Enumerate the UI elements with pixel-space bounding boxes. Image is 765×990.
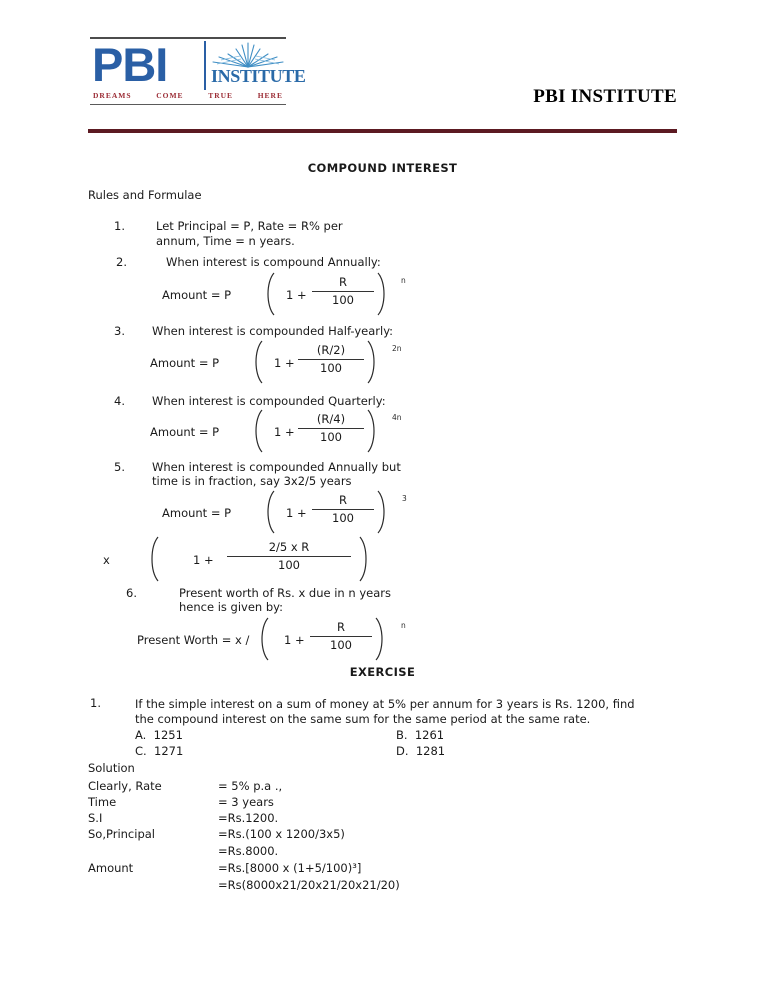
- rule-3-one-plus: 1 +: [274, 356, 295, 370]
- option-a[interactable]: [135, 727, 183, 743]
- rule-5-fraction: [312, 493, 374, 526]
- rule-5-denominator: 100: [332, 511, 354, 525]
- rule-3-numerator: (R/2): [316, 343, 346, 357]
- tagline-word-3: TRUE: [208, 91, 234, 100]
- left-paren: [262, 490, 276, 534]
- option-a-key: A.: [135, 728, 147, 742]
- rule-6-fraction-bar: [310, 636, 372, 637]
- option-a-value: 1251: [153, 728, 183, 742]
- option-d-key: D.: [396, 744, 409, 758]
- rule-5-line-1: When interest is compounded Annually but: [152, 460, 401, 474]
- rule-5b-fraction-bar: [227, 556, 351, 557]
- rule-4-exponent: 4n: [392, 413, 402, 422]
- left-paren: [262, 272, 276, 316]
- rule-2-fraction: [312, 275, 374, 308]
- option-b-key: B.: [396, 728, 408, 742]
- logo-institute-text: INSTITUTE: [211, 66, 306, 86]
- solution-row-label: Time: [88, 795, 117, 809]
- logo-tagline: [93, 91, 283, 100]
- solution-row-value: =Rs.(100 x 1200/3x5): [218, 827, 345, 841]
- rule-5-line-2: time is in fraction, say 3x2/5 years: [152, 474, 352, 488]
- option-c-key: C.: [135, 744, 147, 758]
- rule-4-one-plus: 1 +: [274, 425, 295, 439]
- rule-5b-fraction: [227, 540, 351, 573]
- question-1-number: 1.: [90, 696, 101, 710]
- solution-row-value: =Rs(8000x21/20x21/20x21/20): [218, 878, 400, 892]
- rule-6-numerator: R: [337, 620, 345, 634]
- option-d[interactable]: [396, 743, 445, 759]
- rule-2-fraction-bar: [312, 291, 374, 292]
- left-paren: [256, 617, 270, 661]
- option-c-value: 1271: [154, 744, 184, 758]
- rule-5-formula-lhs: Amount = P: [162, 506, 232, 520]
- rule-2-formula-lhs: Amount = P: [162, 288, 232, 302]
- rule-6-denominator: 100: [330, 638, 352, 652]
- rule-1-line-2: annum, Time = n years.: [156, 234, 295, 248]
- solution-row-value: =Rs.[8000 x (1+5/100)³]: [218, 861, 362, 875]
- rule-2-one-plus: 1 +: [286, 288, 307, 302]
- rule-4-fraction: [298, 412, 364, 445]
- solution-heading: Solution: [88, 761, 135, 775]
- option-b[interactable]: [396, 727, 444, 743]
- rule-5-one-plus: 1 +: [286, 506, 307, 520]
- right-paren: [358, 536, 372, 582]
- question-1-line-2: the compound interest on the same sum for the same period at the same rate.: [135, 712, 591, 726]
- exercise-heading: EXERCISE: [349, 665, 416, 679]
- right-paren: [366, 340, 380, 384]
- rule-6-number: 6.: [126, 586, 137, 600]
- tagline-word-2: COME: [156, 91, 184, 100]
- logo-institute-group: [211, 39, 306, 91]
- rule-3-line-1: When interest is compounded Half-yearly:: [152, 324, 394, 338]
- rule-3-exponent: 2n: [392, 344, 402, 353]
- rule-4-number: 4.: [114, 394, 125, 408]
- logo-pbi-text: PBI: [92, 38, 168, 91]
- right-paren: [366, 409, 380, 453]
- rule-5b-numerator: 2/5 x R: [268, 540, 310, 554]
- left-paren: [250, 409, 264, 453]
- solution-row-value: =Rs.1200.: [218, 811, 279, 825]
- rule-4-numerator: (R/4): [316, 412, 346, 426]
- logo-divider: [204, 41, 206, 90]
- solution-row-value: =Rs.8000.: [218, 844, 279, 858]
- rule-6-fraction: [310, 620, 372, 653]
- option-d-value: 1281: [415, 744, 446, 758]
- rule-6-exponent: n: [401, 621, 406, 630]
- rule-3-fraction-bar: [298, 359, 364, 360]
- rule-2-denominator: 100: [332, 293, 354, 307]
- pbi-institute-logo: [90, 37, 306, 105]
- rule-3-formula-lhs: Amount = P: [150, 356, 220, 370]
- rule-4-formula-lhs: Amount = P: [150, 425, 220, 439]
- rule-3-number: 3.: [114, 324, 125, 338]
- rule-3-denominator: 100: [320, 361, 342, 375]
- rule-5b-denominator: 100: [278, 558, 300, 572]
- rule-2-line-1: When interest is compound Annually:: [166, 255, 381, 269]
- solution-row-value: = 3 years: [218, 795, 274, 809]
- question-1-line-1: If the simple interest on a sum of money at 5% per annum for 3 years is Rs. 1200, find: [135, 697, 635, 711]
- rule-5-numerator: R: [339, 493, 347, 507]
- sunburst-icon: [211, 40, 285, 69]
- rule-5-multiplier: x: [103, 553, 110, 567]
- rule-5b-one-plus: 1 +: [193, 553, 214, 567]
- left-paren: [250, 340, 264, 384]
- rule-2-exponent: n: [401, 276, 406, 285]
- solution-row-label: So,Principal: [88, 827, 155, 841]
- right-paren: [376, 490, 390, 534]
- section-label-rules: Rules and Formulae: [88, 188, 202, 202]
- left-paren: [146, 536, 160, 582]
- header-institute-title: PBI INSTITUTE: [533, 86, 677, 107]
- option-b-value: 1261: [414, 728, 445, 742]
- rule-6-formula-lhs: Present Worth = x /: [137, 633, 250, 647]
- rule-2-number: 2.: [116, 255, 127, 269]
- tagline-word-4: HERE: [257, 91, 283, 100]
- rule-6-one-plus: 1 +: [284, 633, 305, 647]
- rule-5-exponent: 3: [402, 494, 407, 503]
- solution-row-value: = 5% p.a .,: [218, 779, 283, 793]
- solution-row-label: Amount: [88, 861, 134, 875]
- rule-6-line-2: hence is given by:: [179, 600, 284, 614]
- rule-1-number: 1.: [114, 219, 125, 233]
- rule-4-line-1: When interest is compounded Quarterly:: [152, 394, 386, 408]
- rule-2-numerator: R: [339, 275, 347, 289]
- rule-1-line-1: Let Principal = P, Rate = R% per: [156, 219, 343, 233]
- option-c[interactable]: [135, 743, 183, 759]
- rule-5-fraction-bar: [312, 509, 374, 510]
- rule-6-line-1: Present worth of Rs. x due in n years: [179, 586, 391, 600]
- right-paren: [376, 272, 390, 316]
- solution-row-label: Clearly, Rate: [88, 779, 162, 793]
- solution-row-label: S.I: [88, 811, 103, 825]
- rule-3-fraction: [298, 343, 364, 376]
- rule-5-number: 5.: [114, 460, 125, 474]
- right-paren: [374, 617, 388, 661]
- rule-4-fraction-bar: [298, 428, 364, 429]
- page-header: [0, 0, 765, 140]
- rule-4-denominator: 100: [320, 430, 342, 444]
- page-title: COMPOUND INTEREST: [307, 161, 458, 175]
- header-divider-rule: [88, 128, 677, 133]
- tagline-word-1: DREAMS: [93, 91, 132, 100]
